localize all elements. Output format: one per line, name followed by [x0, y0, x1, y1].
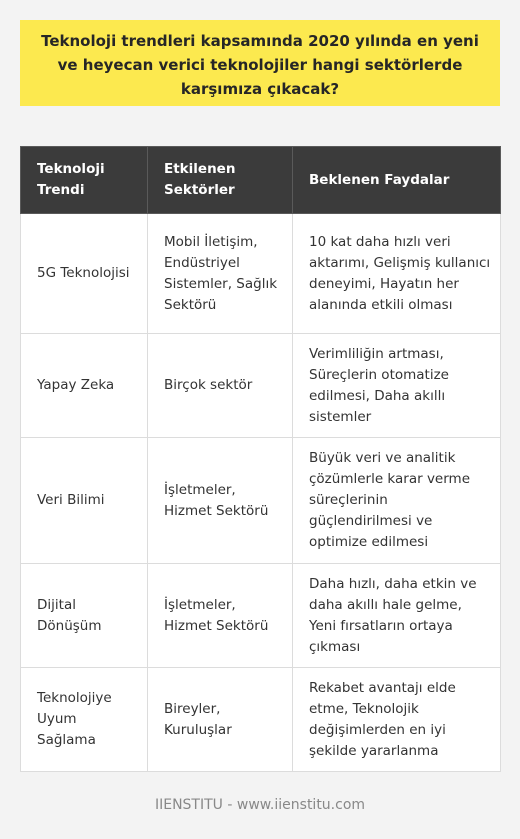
cell-benefits: Büyük veri ve analitik çözümlerle karar verme süreçlerinin güçlendirilmesi ve optimize edilmesi	[293, 438, 501, 564]
cell-trend: Teknolojiye Uyum Sağlama	[21, 668, 148, 772]
cell-sectors: Mobil İletişim, Endüstriyel Sistemler, Sağlık Sektörü	[148, 214, 293, 334]
page-title: Teknoloji trendleri kapsamında 2020 yılında en yeni ve heyecan verici teknolojiler hangi sektörlerde karşımıza çıkacak?	[41, 32, 479, 98]
cell-sectors: Birçok sektör	[148, 334, 293, 438]
header-affected-sectors: Etkilenen Sektörler	[148, 147, 293, 214]
table-row	[21, 668, 501, 772]
cell-benefits: Verimliliğin artması, Süreçlerin otomatize edilmesi, Daha akıllı sistemler	[293, 334, 501, 438]
title-banner	[20, 20, 500, 106]
cell-sectors: Bireyler, Kuruluşlar	[148, 668, 293, 772]
cell-benefits: Daha hızlı, daha etkin ve daha akıllı hale gelme, Yeni fırsatların ortaya çıkması	[293, 564, 501, 668]
cell-benefits: Rekabet avantajı elde etme, Teknolojik değişimlerden en iyi şekilde yararlanma	[293, 668, 501, 772]
cell-trend: Veri Bilimi	[21, 438, 148, 564]
cell-benefits: 10 kat daha hızlı veri aktarımı, Gelişmiş kullanıcı deneyimi, Hayatın her alanında etkili olması	[293, 214, 501, 334]
cell-trend: 5G Teknolojisi	[21, 214, 148, 334]
table-row	[21, 214, 501, 334]
table-row	[21, 564, 501, 668]
header-expected-benefits: Beklenen Faydalar	[293, 147, 501, 214]
table-row	[21, 438, 501, 564]
header-technology-trend: Teknoloji Trendi	[21, 147, 148, 214]
table-row	[21, 334, 501, 438]
table-header-row	[21, 147, 501, 214]
cell-sectors: İşletmeler, Hizmet Sektörü	[148, 564, 293, 668]
technology-trends-table	[20, 146, 501, 772]
cell-trend: Yapay Zeka	[21, 334, 148, 438]
cell-sectors: İşletmeler, Hizmet Sektörü	[148, 438, 293, 564]
footer-brand: IIENSTITU - www.iienstitu.com	[154, 797, 366, 813]
cell-trend: Dijital Dönüşüm	[21, 564, 148, 668]
